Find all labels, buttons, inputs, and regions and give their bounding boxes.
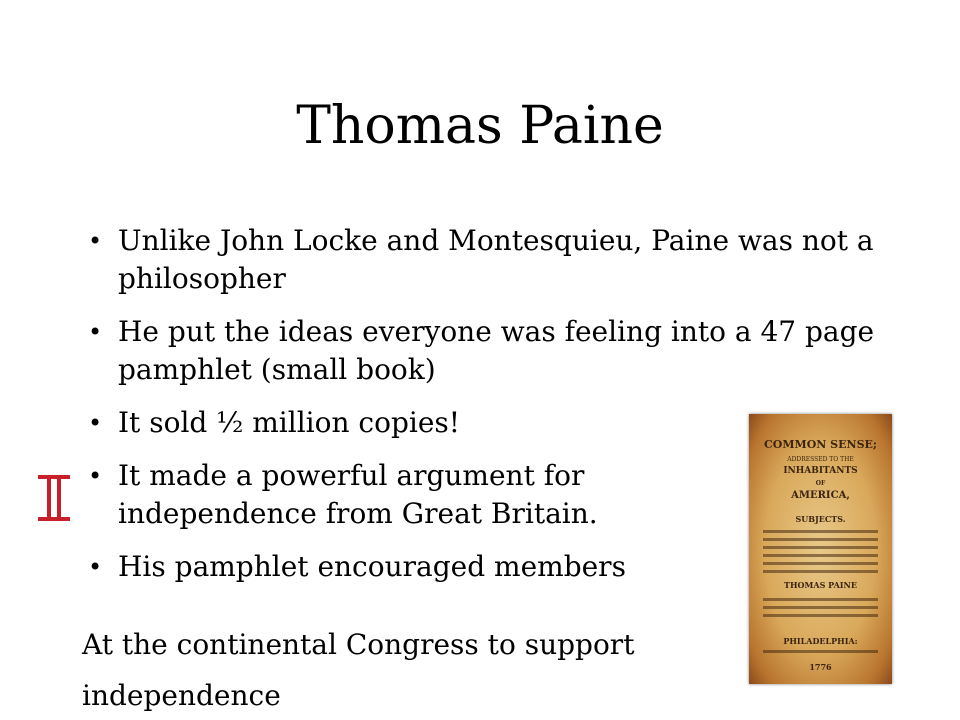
bullet-item: • His pamphlet encouraged members <box>86 548 886 586</box>
pamphlet-subjects: SUBJECTS. <box>795 514 846 524</box>
pamphlet-america: AMERICA, <box>791 490 850 501</box>
pamphlet-addressed: ADDRESSED TO THE <box>787 456 854 463</box>
pamphlet-of: OF <box>815 480 826 487</box>
bracket-icon <box>38 474 70 522</box>
bullet-item: • It sold ½ million copies! <box>86 404 886 442</box>
slide-title: Thomas Paine <box>296 96 664 156</box>
continuation-text: At the continental Congress to support <box>82 628 635 661</box>
bullet-item: • It made a powerful argument for independence from Great Britain. <box>86 457 718 533</box>
continuation-text: independence <box>82 679 281 712</box>
pamphlet-title: COMMON SENSE; <box>764 438 877 451</box>
pamphlet-year: 1776 <box>809 662 832 672</box>
pamphlet-city: PHILADELPHIA: <box>783 636 858 646</box>
pamphlet-inhabitants: INHABITANTS <box>783 466 858 476</box>
common-sense-pamphlet-image <box>749 414 892 684</box>
bullet-item: • Unlike John Locke and Montesquieu, Paine was not a philosopher <box>86 222 886 298</box>
pamphlet-author: THOMAS PAINE <box>784 580 857 590</box>
bullet-item: • He put the ideas everyone was feeling into a 47 page pamphlet (small book) <box>86 313 886 389</box>
